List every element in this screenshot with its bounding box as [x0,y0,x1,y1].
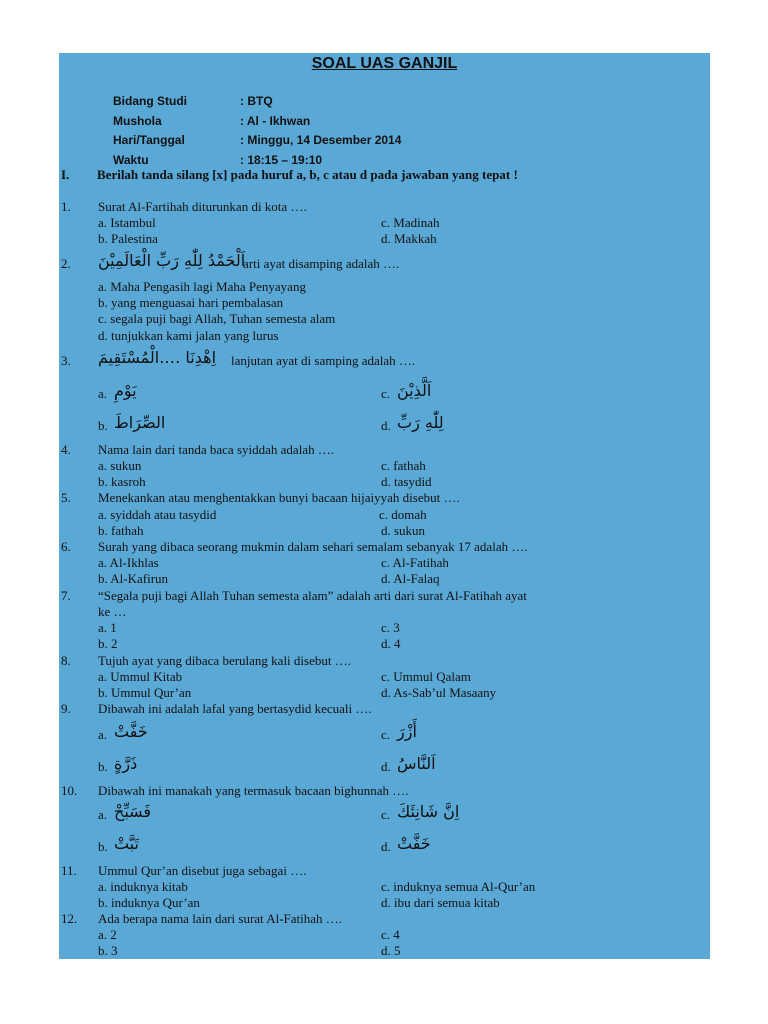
q9-option-c-arabic: أَزْرَ [397,722,417,741]
q2-number: 2. [61,256,71,271]
q9-option-a: a. [98,727,108,742]
q2-option-a: a. Maha Pengasih lagi Maha Penyayang [98,279,306,294]
q11-option-d: d. ibu dari semua kitab [381,895,500,910]
q3-option-c: c. [381,386,391,401]
q9-option-d: d. [381,759,391,774]
q6-option-b: b. Al-Kafirun [98,571,169,586]
header-label-subject: Bidang Studi [113,94,187,108]
q10-option-b-arabic: تَبَّتْ [114,834,139,853]
q9-option-a-arabic: خَفَّتْ [114,722,148,741]
q3-option-a: a. [98,386,108,401]
q1-option-a: a. Istambul [98,215,156,230]
q5-option-b: b. fathah [98,523,144,538]
q3-text: lanjutan ayat di samping adalah …. [231,353,416,368]
q2-option-d: d. tunjukkan kami jalan yang lurus [98,328,279,343]
q8-text: Tujuh ayat yang dibaca berulang kali disebut …. [98,653,351,668]
q11-number: 11. [61,863,77,878]
header-value-subject: : BTQ [240,94,273,108]
q1-option-c: c. Madinah [381,215,440,230]
q11-text: Ummul Qur’an disebut juga sebagai …. [98,863,307,878]
q6-option-a: a. Al-Ikhlas [98,555,159,570]
q12-option-a: a. 2 [98,927,117,942]
q6-number: 6. [61,539,71,554]
q4-number: 4. [61,442,71,457]
q6-text: Surah yang dibaca seorang mukmin dalam sehari semalam sebanyak 17 adalah …. [98,539,528,554]
section-number: I. [61,167,70,182]
q12-option-b: b. 3 [98,943,118,958]
q2-option-b: b. yang menguasai hari pembalasan [98,295,284,310]
q2-arabic-verse: اَلْحَمْدُ لِلّٰهِ رَبِّ الْعَالَمِيْنَ [98,251,246,270]
q1-option-b: b. Palestina [98,231,158,246]
section-instruction: Berilah tanda silang [x] pada huruf a, b, c atau d pada jawaban yang tepat ! [97,167,518,182]
q11-option-c: c. induknya semua Al-Qur’an [381,879,536,894]
header-value-time: : 18:15 – 19:10 [240,153,323,167]
header-label-mushola: Mushola [113,114,162,128]
q3-option-b-arabic: الصِّرَاطَ [114,413,166,432]
q5-option-d: d. sukun [381,523,426,538]
q5-text: Menekankan atau menghentakkan bunyi bacaan hijaiyyah disebut …. [98,490,460,505]
q7-option-c: c. 3 [381,620,400,635]
exam-sheet [59,53,710,959]
q10-option-a: a. [98,807,108,822]
q6-option-d: d. Al-Falaq [381,571,440,586]
q1-option-d: d. Makkah [381,231,437,246]
q2-text: arti ayat disamping adalah …. [243,256,400,271]
header-value-date: : Minggu, 14 Desember 2014 [240,133,402,147]
q10-option-b: b. [98,839,108,854]
q11-option-b: b. induknya Qur’an [98,895,200,910]
q3-arabic-verse: اِهْدِنَا ….الْمُسْتَقِيمَ [98,348,217,367]
q5-number: 5. [61,490,71,505]
q9-text: Dibawah ini adalah lafal yang bertasydid kecuali …. [98,701,372,716]
q4-text: Nama lain dari tanda baca syiddah adalah …. [98,442,335,457]
q4-option-a: a. sukun [98,458,142,473]
q10-option-d-arabic: خَفَّتْ [397,834,431,853]
q3-number: 3. [61,353,71,368]
q11-option-a: a. induknya kitab [98,879,188,894]
q10-number: 10. [61,783,78,798]
q1-text: Surat Al-Fartihah diturunkan di kota …. [98,199,307,214]
q3-option-b: b. [98,418,108,433]
q7-text-continued: ke … [98,604,127,619]
q10-option-a-arabic: فَسَبِّحْ [114,802,152,821]
q2-option-c: c. segala puji bagi Allah, Tuhan semesta alam [98,311,336,326]
q9-option-d-arabic: اَلنَّاسُ [397,754,436,773]
q12-option-d: d. 5 [381,943,401,958]
q9-number: 9. [61,701,71,716]
q12-option-c: c. 4 [381,927,400,942]
q7-number: 7. [61,588,71,603]
q7-option-d: d. 4 [381,636,401,651]
q8-option-d: d. As-Sab’ul Masaany [381,685,497,700]
q3-option-d-arabic: لِلّٰهِ رَبِّ [397,413,444,432]
q4-option-b: b. kasroh [98,474,146,489]
q12-text: Ada berapa nama lain dari surat Al-Fatihah …. [98,911,343,926]
q4-option-c: c. fathah [381,458,426,473]
q8-option-c: c. Ummul Qalam [381,669,471,684]
q4-option-d: d. tasydid [381,474,432,489]
q7-text: “Segala puji bagi Allah Tuhan semesta alam” adalah arti dari surat Al-Fatihah ayat [98,588,527,603]
q3-option-c-arabic: اَلَّذِيْنَ [397,381,432,400]
header-value-mushola: : Al - Ikhwan [240,114,311,128]
q10-option-c: c. [381,807,391,822]
q3-option-d: d. [381,418,391,433]
q9-option-c: c. [381,727,391,742]
header-label-time: Waktu [113,153,149,167]
q7-option-b: b. 2 [98,636,118,651]
q3-option-a-arabic: يَوْمِ [114,381,137,400]
q10-option-c-arabic: اِنَّ شَانِئَكَ [397,802,460,821]
q8-option-a: a. Ummul Kitab [98,669,183,684]
q12-number: 12. [61,911,78,926]
header-label-date: Hari/Tanggal [113,133,185,147]
q1-number: 1. [61,199,71,214]
q9-option-b: b. [98,759,108,774]
q9-option-b-arabic: ذَرَّةٍ [114,754,138,773]
q7-option-a: a. 1 [98,620,117,635]
q8-option-b: b. Ummul Qur’an [98,685,192,700]
q5-option-a: a. syiddah atau tasydid [98,507,217,522]
q10-option-d: d. [381,839,391,854]
q10-text: Dibawah ini manakah yang termasuk bacaan bighunnah …. [98,783,409,798]
q8-number: 8. [61,653,71,668]
page-title: SOAL UAS GANJIL [311,55,458,72]
q6-option-c: c. Al-Fatihah [381,555,449,570]
q5-option-c: c. domah [379,507,427,522]
